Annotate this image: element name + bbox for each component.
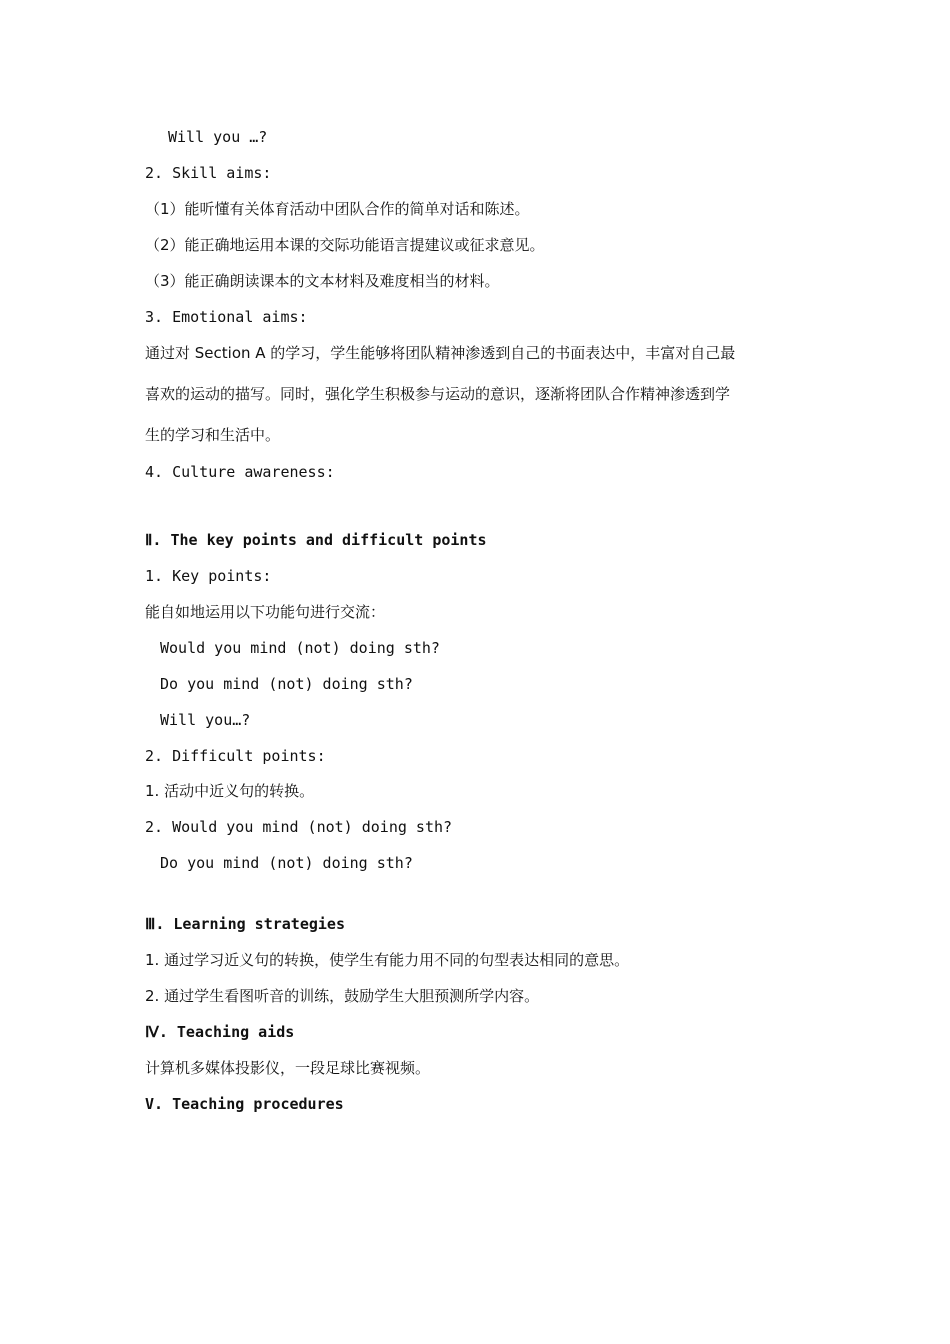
section-4-heading: Ⅳ. Teaching aids [145,1023,295,1041]
section-3-heading: Ⅲ. Learning strategies [145,915,345,933]
strategy-item: 1. 通过学习近义句的转换，使学生有能力用不同的句型表达相同的意思。 [145,951,630,969]
teaching-aids-text: 计算机多媒体投影仪，一段足球比赛视频。 [145,1059,431,1077]
section-5-heading: V. Teaching procedures [145,1095,344,1113]
skill-aim-item: （3）能正确朗读课本的文本材料及难度相当的材料。 [145,272,500,290]
key-points-intro: 能自如地运用以下功能句进行交流： [145,603,386,621]
key-sentence: Do you mind (not) doing sth? [160,675,413,693]
section-2-heading: Ⅱ. The key points and difficult points [145,531,487,549]
culture-awareness-heading: 4. Culture awareness: [145,463,335,481]
key-sentence: Would you mind (not) doing sth? [160,639,440,657]
difficult-point-item: 2. Would you mind (not) doing sth? [145,818,453,836]
key-sentence: Will you…? [160,711,251,729]
will-you-line: Will you …? [168,128,268,146]
emotional-aims-text: 通过对 Section A 的学习，学生能够将团队精神渗透到自己的书面表达中，丰富对自己最 [145,344,736,362]
difficult-point-item: 1. 活动中近义句的转换。 [145,782,315,800]
skill-aims-heading: 2. Skill aims: [145,164,272,182]
key-points-heading: 1. Key points: [145,567,272,585]
emotional-aims-text: 喜欢的运动的描写。同时，强化学生积极参与运动的意识，逐渐将团队合作精神渗透到学 [145,385,731,403]
skill-aim-item: （1）能听懂有关体育活动中团队合作的简单对话和陈述。 [145,200,530,218]
difficult-point-sub: Do you mind (not) doing sth? [160,854,413,872]
emotional-aims-heading: 3. Emotional aims: [145,308,308,326]
skill-aim-item: （2）能正确地运用本课的交际功能语言提建议或征求意见。 [145,236,545,254]
emotional-aims-text: 生的学习和生活中。 [145,426,281,444]
difficult-points-heading: 2. Difficult points: [145,747,326,765]
strategy-item: 2. 通过学生看图听音的训练，鼓励学生大胆预测所学内容。 [145,987,540,1005]
